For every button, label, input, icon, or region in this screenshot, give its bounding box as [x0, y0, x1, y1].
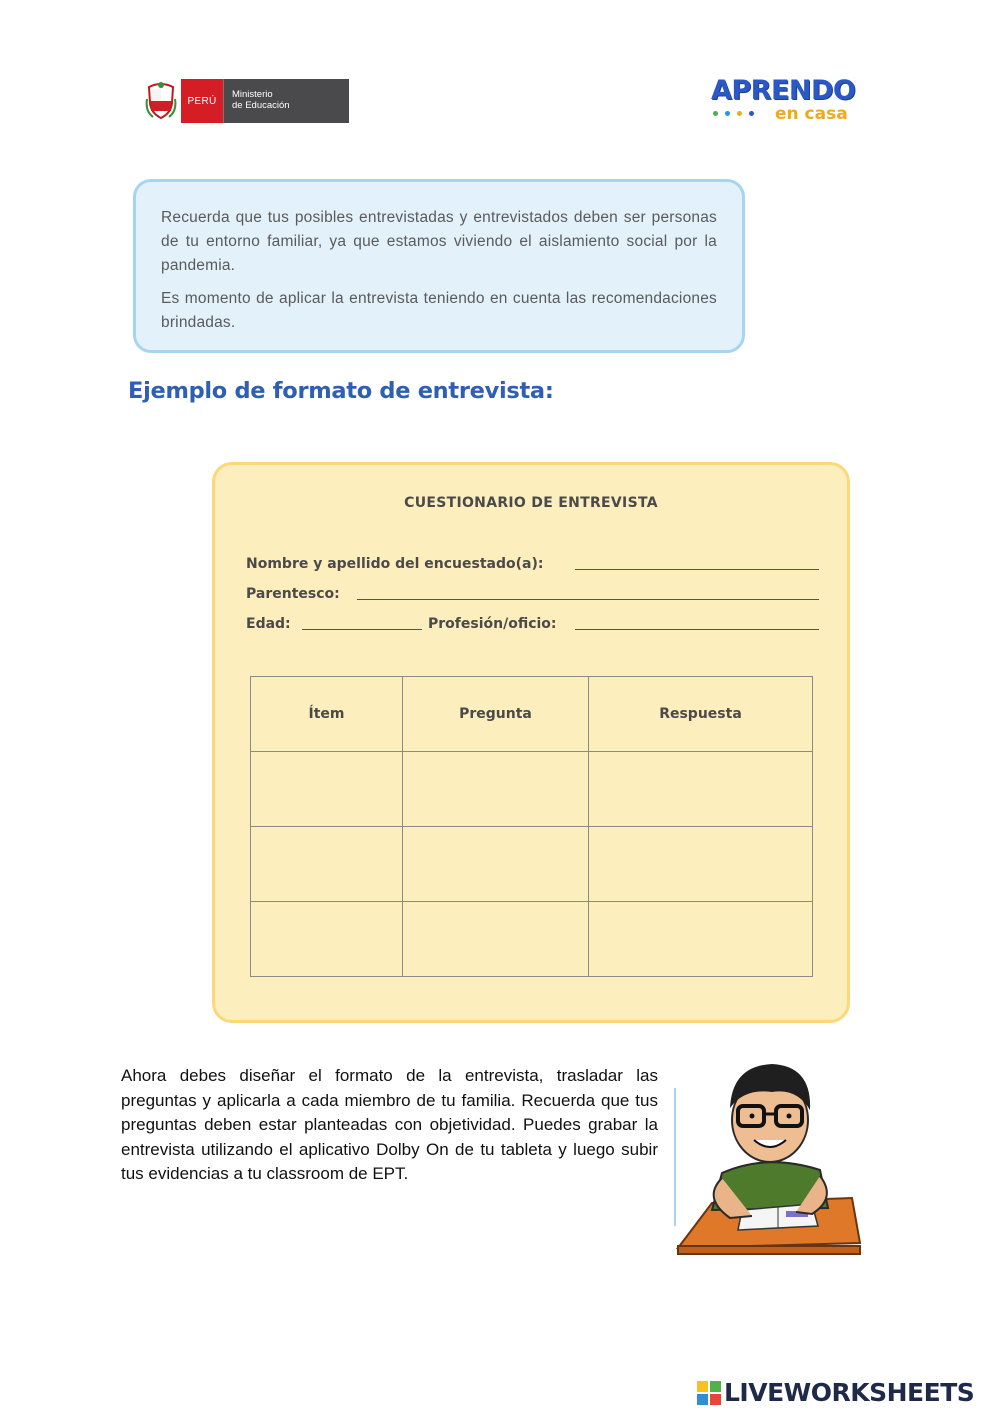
profession-blank[interactable] — [575, 629, 819, 630]
instructions-text: Ahora debes diseñar el formato de la entrevista, trasladar las preguntas y aplicarla a cada miembro de tu familia. Recuerda que tus preguntas deben estar planteadas con objetividad. Puedes grabar la entrevista utilizando el aplicativo Dolby On de tu tableta y luego subir tus evidencias a tu classroom de EPT. — [121, 1066, 658, 1183]
table-row — [251, 752, 813, 827]
ministry-line-1: Ministerio — [232, 89, 273, 100]
table-cell[interactable] — [403, 827, 589, 902]
questionnaire-table — [250, 676, 813, 977]
ministry-logo — [144, 79, 349, 123]
logo-dots-icon — [713, 111, 754, 116]
aprendo-en-casa-logo — [711, 76, 871, 128]
table-cell[interactable] — [403, 902, 589, 977]
table-header-row — [251, 677, 813, 752]
profession-label: Profesión/oficio: — [428, 616, 557, 632]
age-blank[interactable] — [302, 629, 422, 630]
kinship-label: Parentesco: — [246, 586, 340, 602]
reminder-note — [133, 179, 745, 353]
column-header-answer: Respuesta — [589, 677, 813, 752]
liveworksheets-logo-icon — [697, 1381, 721, 1405]
ministry-line-2: de Educación — [232, 100, 290, 111]
name-label: Nombre y apellido del encuestado(a): — [246, 556, 544, 572]
table-row — [251, 827, 813, 902]
note-paragraph-2: Es momento de aplicar la entrevista teniendo en cuenta las recomendaciones brindadas. — [161, 290, 717, 331]
table-row — [251, 902, 813, 977]
aprendo-title: APRENDO — [711, 75, 856, 106]
coat-of-arms-icon — [144, 79, 178, 123]
table-cell[interactable] — [589, 752, 813, 827]
questionnaire-title: CUESTIONARIO DE ENTREVISTA — [404, 495, 658, 511]
note-paragraph-1: Recuerda que tus posibles entrevistadas y entrevistados deben ser personas de tu entorno familiar, ya que estamos viviendo el aislamiento social por la pandemia. — [161, 209, 717, 274]
column-header-item: Ítem — [251, 677, 403, 752]
table-cell[interactable] — [589, 827, 813, 902]
student-writing-illustration — [672, 1058, 867, 1258]
column-header-question: Pregunta — [403, 677, 589, 752]
peru-label: PERÚ — [181, 79, 223, 123]
table-cell[interactable] — [251, 827, 403, 902]
ministry-name — [223, 79, 349, 123]
questionnaire-card — [212, 462, 850, 1023]
table-cell[interactable] — [251, 902, 403, 977]
name-blank[interactable] — [575, 569, 819, 570]
table-cell[interactable] — [403, 752, 589, 827]
section-title: Ejemplo de formato de entrevista: — [128, 378, 554, 404]
age-label: Edad: — [246, 616, 291, 632]
aprendo-subtitle: en casa — [775, 104, 848, 124]
table-cell[interactable] — [589, 902, 813, 977]
table-cell[interactable] — [251, 752, 403, 827]
liveworksheets-watermark — [697, 1378, 974, 1407]
watermark-text: LIVEWORKSHEETS — [724, 1378, 975, 1407]
kinship-blank[interactable] — [357, 599, 819, 600]
